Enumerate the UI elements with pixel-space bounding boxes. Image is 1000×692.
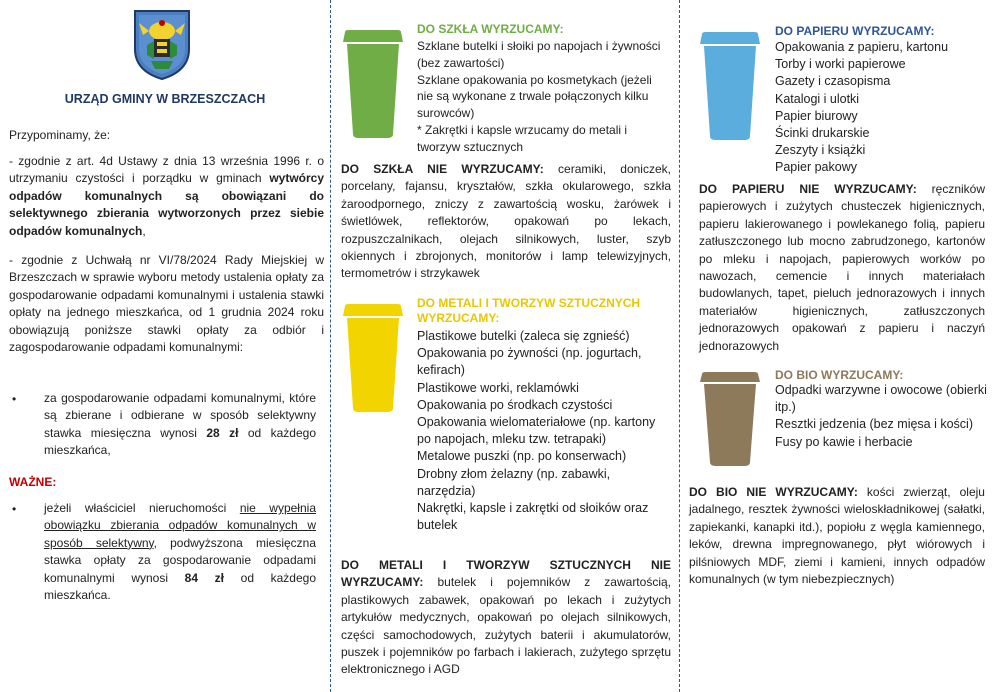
paper-list	[775, 39, 995, 177]
rate-selective-end: od każdego mieszkańca,	[44, 425, 316, 458]
glass-metal-column	[331, 0, 679, 692]
rate-nonselective-condition: nie wypełnia obowiązku zbierania odpadów komunalnych w sposób selektywny	[44, 501, 316, 550]
list-item: Plastikowe worki, reklamówki	[417, 380, 579, 395]
rate-nonselective-amount: 84 zł	[184, 570, 224, 585]
metal-heading: DO METALI I TWORZYW SZTUCZNYCH WYRZUCAMY:	[417, 296, 641, 325]
office-title: URZĄD GMINY W BRZESZCZACH	[64, 92, 266, 106]
list-item: Torby i worki papierowe	[775, 57, 906, 72]
blue-bin-icon	[698, 32, 762, 142]
list-item: Fusy po kawie i herbacie	[775, 434, 913, 449]
paper-not-text: ręczników papierowych i zużytych chusteczek higienicznych, papieru lakierowanego i powlekanego folią, papieru zatłuszczonego lub mocno zabrudzonego, kartonów po mleku i napojach, papierowych worków po nawozach, cemencie i innych materiałach budowlanych, tapet, pieluch jednorazowych i innych materiałów higienicznych, zatłuszczonych jednorazowych opakowań z papieru i naczyń jednorazowych	[699, 182, 986, 353]
important-label: WAŻNE:	[9, 475, 57, 489]
glass-not-heading: DO SZKŁA NIE WYRZUCAMY:	[341, 162, 544, 176]
metal-list	[417, 328, 667, 534]
list-item: * Zakrętki i kapsle wrzucamy do metali i tworzyw sztucznych	[417, 122, 628, 154]
bullet-dot: •	[12, 392, 17, 406]
list-item: Resztki jedzenia (bez mięsa i kości)	[775, 417, 973, 432]
paper-not-heading: DO PAPIERU NIE WYRZUCAMY:	[699, 182, 917, 196]
brown-bin-icon	[698, 372, 762, 468]
paper-heading: DO PAPIERU WYRZUCAMY:	[775, 24, 935, 38]
rate-nonselective	[44, 500, 316, 604]
law-obligation: wytwórcy odpadów komunalnych są obowiązani do selektywnego zbierania wytworzonych przez siebie odpadów komunalnych	[9, 171, 324, 238]
rate-nonselective-text: jeżeli właściciel nieruchomości	[44, 501, 240, 515]
list-item: Szklane butelki i słoiki po napojach i żywności (bez zawartości)	[417, 39, 661, 70]
coat-of-arms-icon	[133, 9, 191, 81]
list-item: Nakrętki, kapsle i zakrętki od słoików oraz butelek	[417, 501, 649, 533]
list-item: Odpadki warzywne i owocowe (obierki itp.)	[775, 383, 987, 415]
glass-not-text: ceramiki, doniczek, porcelany, fajansu, kryształów, szkła okularowego, szkła żaroodpornego, zniczy z zawartością wosku, żarówek i świetlówek, reflektorów, opakowań po lekach, rozpuszczalnikach, olejach silnikowych, luster, szyb okiennych i zbrojonych, monitorów i lamp telewizyjnych, termometrów i strzykawek	[341, 162, 671, 281]
rate-nonselective-mid: , podwyższona miesięczna stawka opłaty za gospodarowanie odpadami komunalnymi wynosi	[44, 535, 316, 585]
metal-not-heading: DO METALI I TWORZYW SZTUCZNYCH NIE WYRZUCAMY:	[341, 558, 671, 590]
paper-bio-column	[680, 0, 1000, 692]
info-column	[0, 0, 330, 692]
list-item: Opakowania po środkach czystości	[417, 397, 613, 412]
remind-text: Przypominamy, że:	[9, 128, 111, 142]
list-item: Opakowania z papieru, kartonu	[775, 40, 949, 54]
resolution-paragraph: - zgodnie z Uchwałą nr VI/78/2024 Rady Miejskiej w Brzeszczach w sprawie wyboru metody ustalenia opłaty za gospodarowanie odpadami komunalnymi i ustalenia stawki opłaty na jednego mieszkańca, od 1 grudnia 2024 roku obowiązują poniższe stawki opłaty za odbiór i zagospodarowanie odpadami komunalnymi:	[9, 253, 324, 355]
law-paragraph	[9, 153, 324, 240]
rate-selective	[44, 390, 316, 460]
rate-nonselective-end: od każdego mieszkańca.	[44, 570, 317, 603]
metal-not-paragraph	[341, 557, 671, 679]
list-item: Gazety i czasopisma	[775, 74, 891, 89]
list-item: Ścinki drukarskie	[775, 126, 870, 141]
metal-not-text: butelek i pojemników z zawartością, plastikowych zabawek, opakowań po lekach i zużytych artykułów medycznych, opakowań po olejach silnikowych, części samochodowych, zużytych baterii i akumulatorów, puszek i pojemników po farbach i lakierach, zużytego sprzętu elektronicznego i AGD	[341, 575, 671, 677]
bio-heading: DO BIO WYRZUCAMY:	[775, 368, 904, 382]
bio-list	[775, 382, 990, 451]
bio-not-heading: DO BIO NIE WYRZUCAMY:	[689, 485, 858, 499]
glass-list	[417, 38, 667, 156]
list-item: Papier biurowy	[775, 108, 858, 123]
bullet-dot: •	[12, 502, 17, 516]
glass-not-paragraph	[341, 161, 671, 283]
rate-selective-amount: 28 zł	[206, 425, 239, 440]
bio-not-text: kości zwierząt, oleju jadalnego, resztek żywności wieloskładnikowej (sałatki, zapiekanki, kanapki itd.), popiołu z węgla kamiennego, leków, drewna impregnowanego, płyt wiórowych i pilśniowych MDF, ziemi i kamieni, innych odpadów komunalnych (w tym niebezpiecznych)	[689, 485, 985, 587]
list-item: Metalowe puszki (np. po konserwach)	[417, 449, 627, 464]
list-item: Szklane opakowania po kosmetykach (jeżeli nie są wykonane z trwale połączonych kilku surowców)	[417, 72, 652, 121]
yellow-bin-icon	[341, 304, 405, 414]
bio-not-paragraph	[689, 484, 985, 588]
list-item: Zeszyty i książki	[775, 143, 866, 158]
glass-heading: DO SZKŁA WYRZUCAMY:	[417, 22, 564, 36]
list-item: Papier pakowy	[775, 160, 857, 175]
list-item: Plastikowe butelki (zaleca się zgnieść)	[417, 329, 630, 343]
law-end: ,	[142, 223, 146, 238]
paper-not-paragraph	[699, 181, 985, 355]
law-text: - zgodnie z art. 4d Ustawy z dnia 13 września 1996 r. o utrzymaniu czystości i porządku w gminach	[9, 154, 324, 186]
list-item: Opakowania po żywności (np. jogurtach, kefirach)	[417, 346, 642, 378]
list-item: Katalogi i ulotki	[775, 91, 860, 106]
list-item: Opakowania wielomateriałowe (np. kartony po napojach, mleku tzw. tetrapaki)	[417, 415, 656, 447]
green-bin-icon	[341, 30, 405, 140]
list-item: Drobny złom żelazny (np. zabawki, narzędzia)	[417, 466, 611, 498]
rate-selective-text: za gospodarowanie odpadami komunalnymi, które są zbierane i odbierane w sposób selektywny stawka miesięczna wynosi	[44, 391, 316, 440]
